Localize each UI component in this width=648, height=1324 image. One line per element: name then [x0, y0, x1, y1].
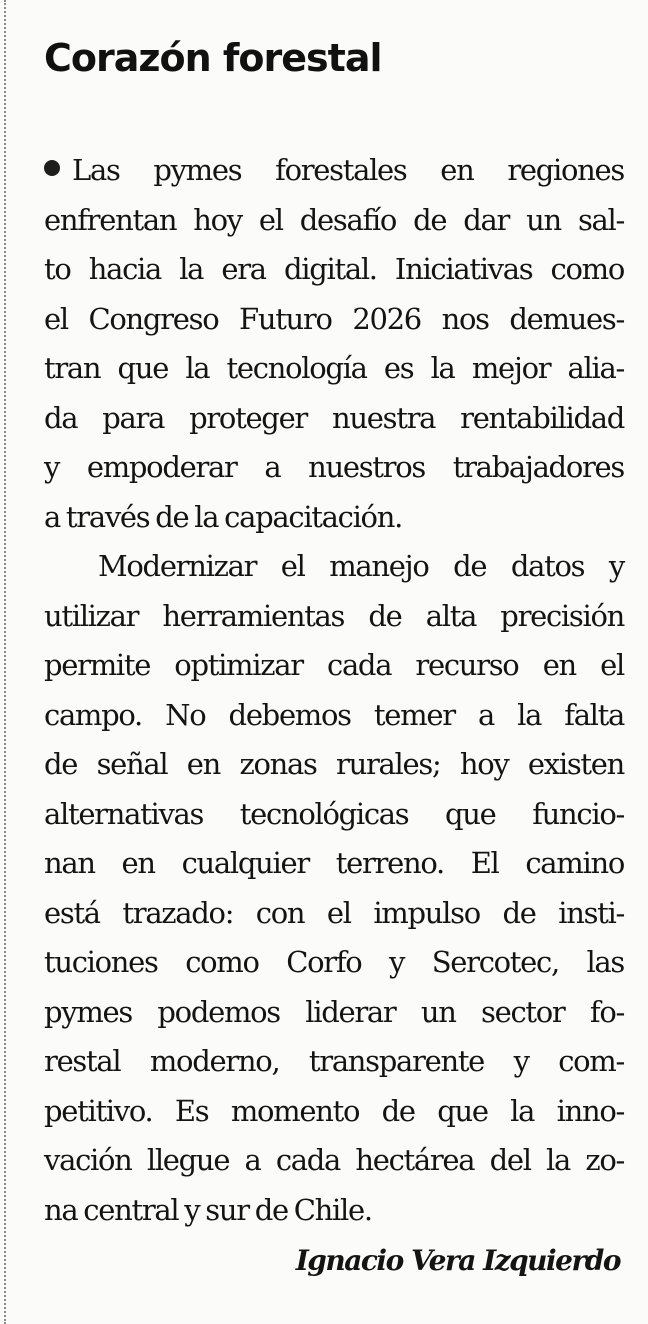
- article-title: Corazón forestal: [44, 36, 382, 80]
- article-line: na central y sur de Chile.: [44, 1192, 372, 1227]
- author-signature: Ignacio Vera Izquierdo: [295, 1244, 620, 1277]
- article-line: tran que la tecnología es la mejor alia-: [44, 351, 624, 385]
- article-line: a través de la capacitación.: [44, 499, 403, 534]
- article-line: permite optimizar cada recurso en el: [44, 648, 624, 682]
- article-line: el Congreso Futuro 2026 nos demues-: [44, 301, 624, 336]
- article-body: [44, 146, 624, 1235]
- article-line: enfrentan hoy el desafío de dar un sal-: [44, 202, 624, 237]
- article-line: pymes podemos liderar un sector fo-: [44, 994, 624, 1029]
- column-edge-divider: [4, 0, 9, 1324]
- article-line: petitivo. Es momento de que la inno-: [44, 1093, 624, 1128]
- article-line: restal moderno, transparente y com-: [44, 1044, 624, 1078]
- article-line: de señal en zonas rurales; hoy existen: [44, 747, 624, 781]
- article-line: tuciones como Corfo y Sercotec, las: [44, 945, 624, 979]
- article-line-text: Las pymes forestales en regiones: [72, 153, 624, 187]
- article-line: utilizar herramientas de alta precisión: [44, 598, 624, 633]
- article-line: está trazado: con el impulso de insti-: [44, 895, 624, 930]
- bullet-icon: [44, 160, 60, 176]
- article-line: to hacia la era digital. Iniciativas como: [44, 252, 624, 286]
- article-line: y empoderar a nuestros trabajadores: [44, 450, 624, 484]
- article-line: alternativas tecnológicas que funcio-: [44, 796, 624, 831]
- article-line: da para proteger nuestra rentabilidad: [44, 400, 624, 435]
- article-line: nan en cualquier terreno. El camino: [44, 846, 624, 880]
- article-line: vación llegue a cada hectárea del la zo-: [44, 1143, 624, 1177]
- article-line: Modernizar el manejo de datos y: [98, 549, 624, 583]
- article-line: [44, 146, 624, 196]
- article-line: campo. No debemos temer a la falta: [44, 697, 624, 732]
